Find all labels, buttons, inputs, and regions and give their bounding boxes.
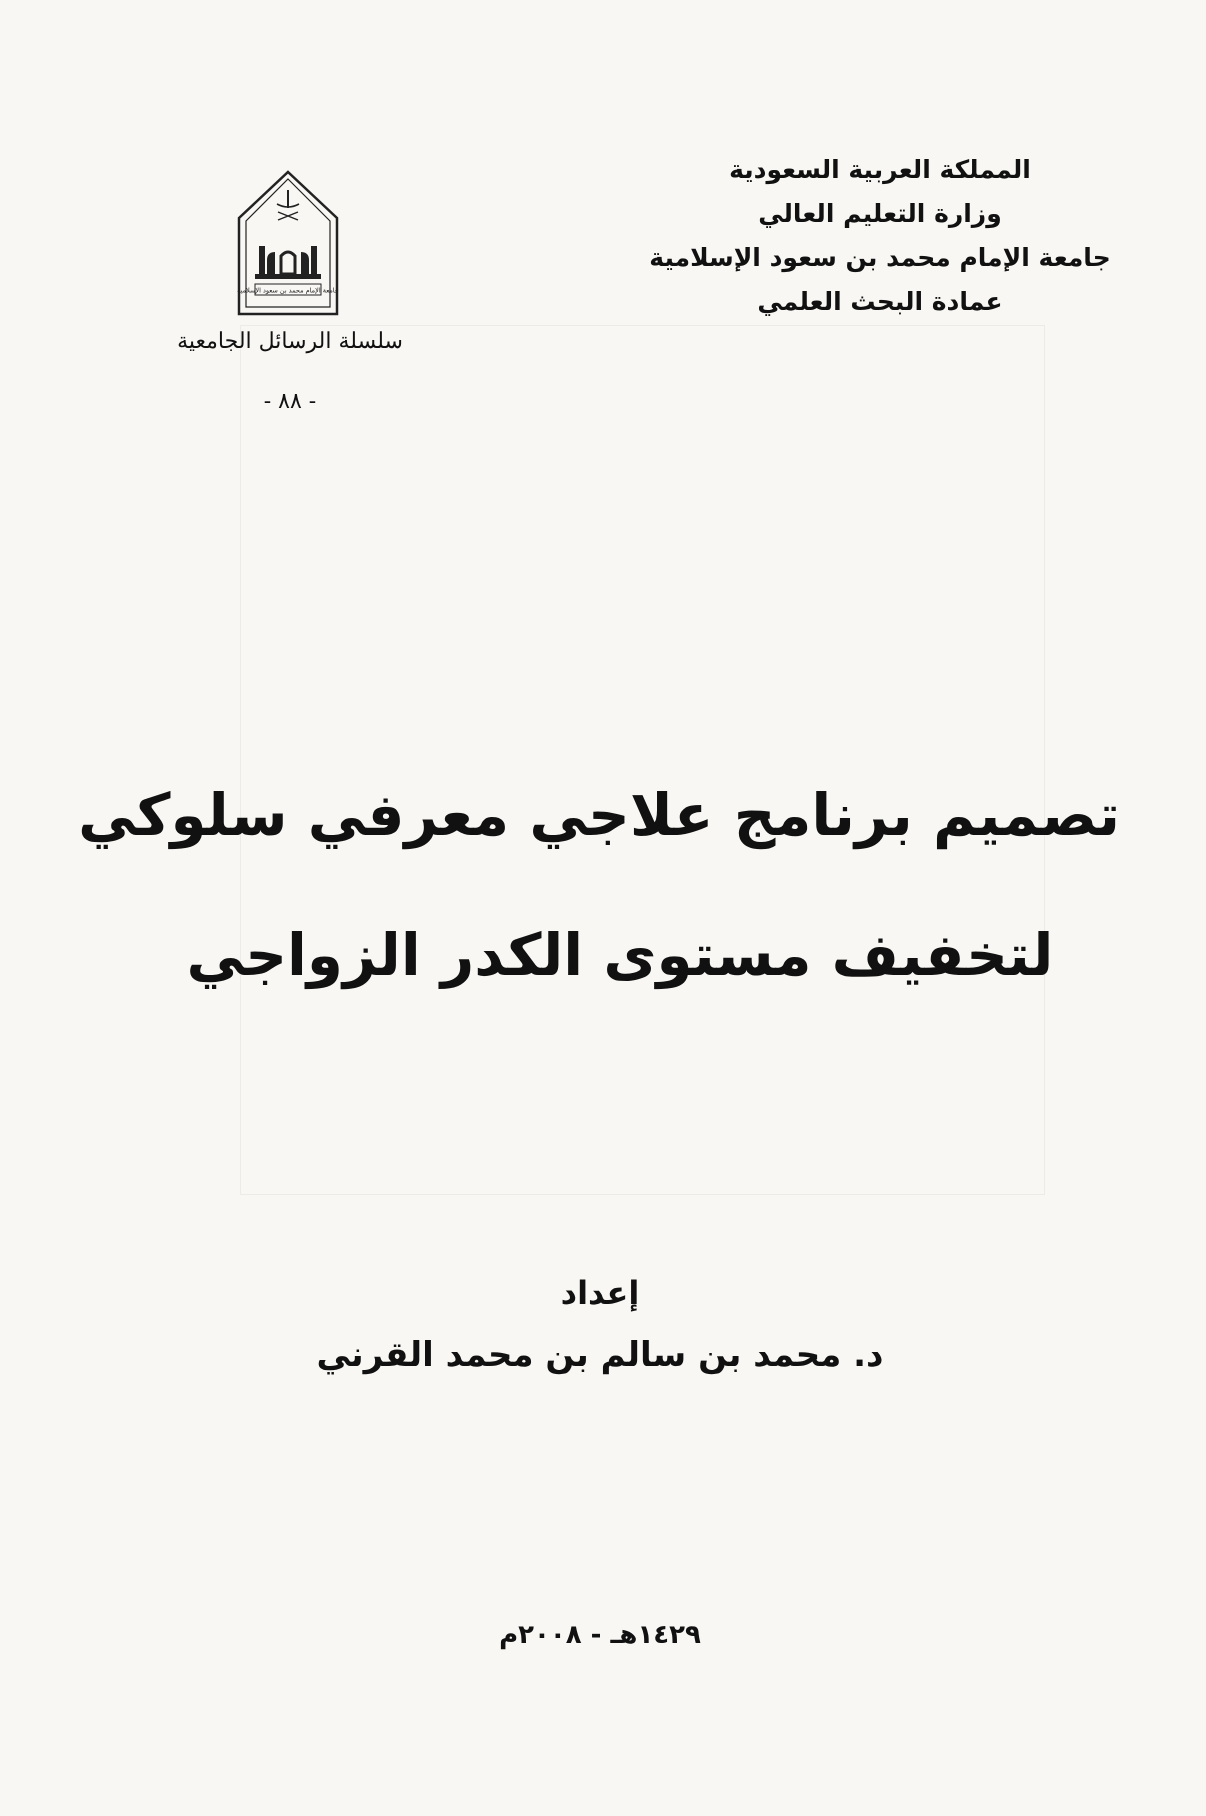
header-kingdom: المملكة العربية السعودية xyxy=(729,155,1031,184)
title-line-2: لتخفيف مستوى الكدر الزواجي xyxy=(186,921,1054,989)
author-name: د. محمد بن سالم بن محمد القرني xyxy=(316,1335,884,1375)
series-name: سلسلة الرسائل الجامعية xyxy=(177,329,403,354)
university-seal-icon xyxy=(233,168,343,318)
institution-header xyxy=(620,148,1140,324)
header-university: جامعة الإمام محمد بن سعود الإسلامية xyxy=(649,243,1111,272)
header-ministry: وزارة التعليم العالي xyxy=(758,199,1002,228)
book-title xyxy=(78,745,1120,1025)
header-deanship: عمادة البحث العلمي xyxy=(757,287,1003,316)
seal-caption: جامعة الإمام محمد بن سعود الإسلامية xyxy=(237,286,339,295)
title-line-1: تصميم برنامج علاجي معرفي سلوكي xyxy=(78,781,1120,849)
prepared-by-label: إعداد xyxy=(560,1274,640,1312)
publication-date: ١٤٢٩هـ - ٢٠٠٨م xyxy=(499,1620,701,1650)
series-number: - ٨٨ - xyxy=(263,389,317,414)
